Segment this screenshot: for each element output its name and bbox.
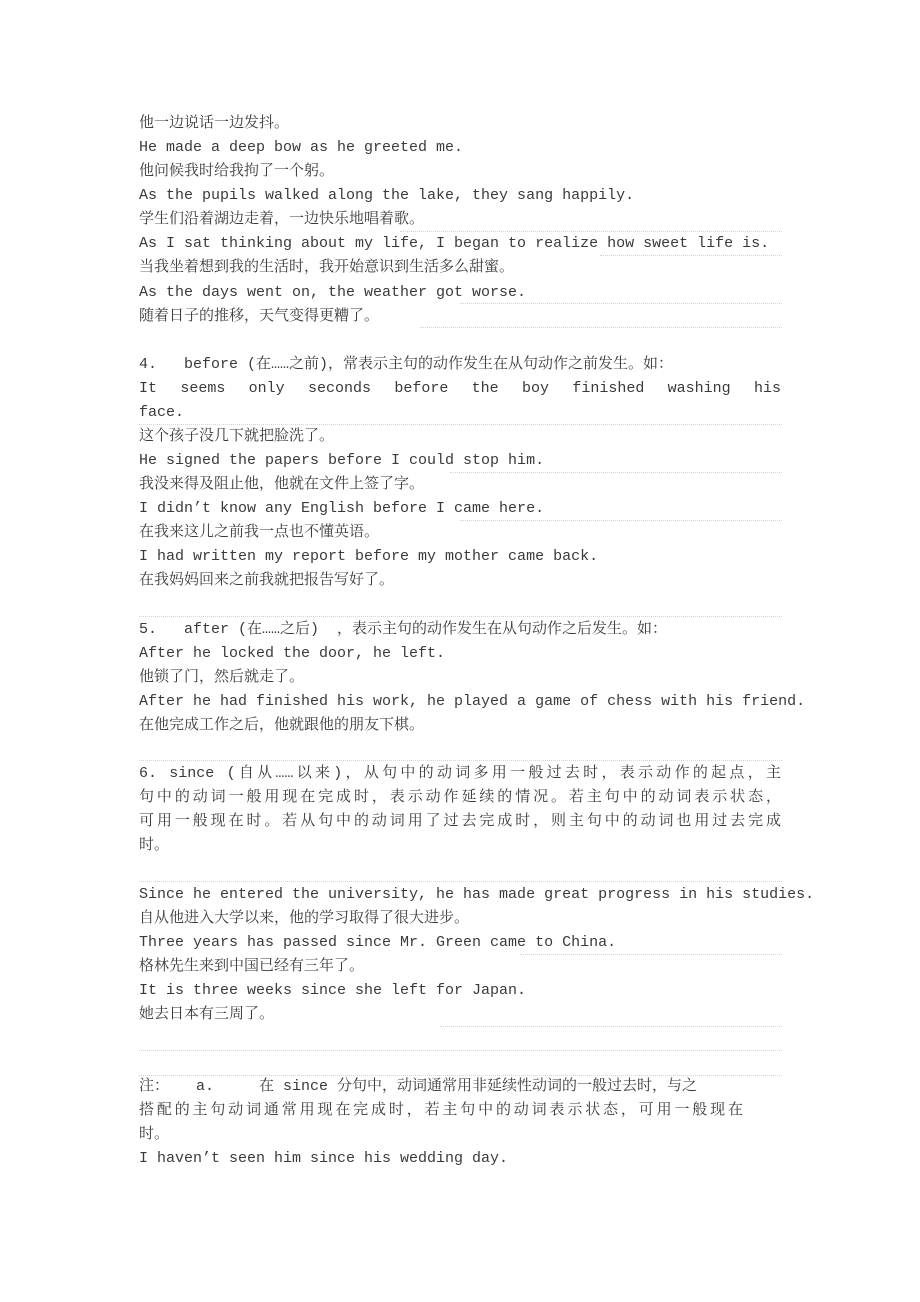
text-line: 自从他进入大学以来，他的学习取得了很大进步。 [139,909,470,927]
blank-line [139,738,781,762]
text-line: 当我坐着想到我的生活时，我开始意识到生活多么甜蜜。 [139,259,515,277]
text-line: It is three weeks since she left for Japan. [139,981,527,999]
section-heading-before: 4. before (在……之前)，常表示主句的动作发生在从句动作之前发生。如： [139,355,674,373]
section-heading-since: 6. since (自从……以来)，从句中的动词多用一般过去时，表示动作的起点，主 [139,765,781,783]
text-line: 他问候我时给我拘了一个躬。 [139,163,335,181]
text-line: 她去日本有三周了。 [139,1005,275,1023]
document-page [139,112,815,1171]
section-heading-after: 5. after (在……之后) ，表示主句的动作发生在从句动作之后发生。如： [139,620,668,638]
text-line: face. [139,403,185,421]
text-line: As I sat thinking about my life, I began to realize how sweet life is. [139,235,770,253]
text-line: Since he entered the university, he has made great progress in his studies. [139,885,815,903]
text-line: 句中的动词一般用现在完成时，表示动作延续的情况。若主句中的动词表示状态， [139,789,781,807]
note-line: 时。 [139,1126,170,1144]
note-line: 注： a. 在 since 分句中，动词通常用非延续性动词的一般过去时，与之 [139,1078,698,1096]
text-line: As the days went on, the weather got worse. [139,283,527,301]
text-line: 格林先生来到中国已经有三年了。 [139,957,365,975]
text-line: I haven’t seen him since his wedding day. [139,1150,509,1168]
text-line: It seems only seconds before the boy finished washing his [139,379,781,397]
blank-line [139,1027,781,1051]
text-line: 可用一般现在时。若从句中的动词用了过去完成时，则主句中的动词也用过去完成 [139,813,781,831]
text-line: He made a deep bow as he greeted me. [139,139,464,157]
text-line: I didn’t know any English before I came here. [139,500,545,518]
note-line: 搭配的主句动词通常用现在完成时，若主句中的动词表示状态，可用一般现在 [139,1102,743,1120]
text-line: 在我来这儿之前我一点也不懂英语。 [139,524,380,542]
text-line: 在他完成工作之后，他就跟他的朋友下棋。 [139,716,425,734]
text-line: After he locked the door, he left. [139,644,446,662]
text-line: 时。 [139,837,170,855]
blank-line [139,594,781,618]
text-line: 在我妈妈回来之前我就把报告写好了。 [139,572,395,590]
text-line: 随着日子的推移，天气变得更糟了。 [139,307,380,325]
text-line: After he had finished his work, he played a game of chess with his friend. [139,692,806,710]
text-line: He signed the papers before I could stop him. [139,452,545,470]
text-line: Three years has passed since Mr. Green came to China. [139,933,617,951]
blank-line [139,1051,781,1075]
text-line: 学生们沿着湖边走着，一边快乐地唱着歌。 [139,211,425,229]
blank-line [139,329,781,353]
text-line: As the pupils walked along the lake, they sang happily. [139,187,635,205]
text-line: 他一边说话一边发抖。 [139,115,290,132]
blank-line [139,858,781,882]
text-line: 这个孩子没几下就把脸洗了。 [139,428,335,446]
text-line: 我没来得及阻止他，他就在文件上签了字。 [139,476,425,494]
text-line: 他锁了门，然后就走了。 [139,668,305,686]
text-line: I had written my report before my mother came back. [139,548,599,566]
